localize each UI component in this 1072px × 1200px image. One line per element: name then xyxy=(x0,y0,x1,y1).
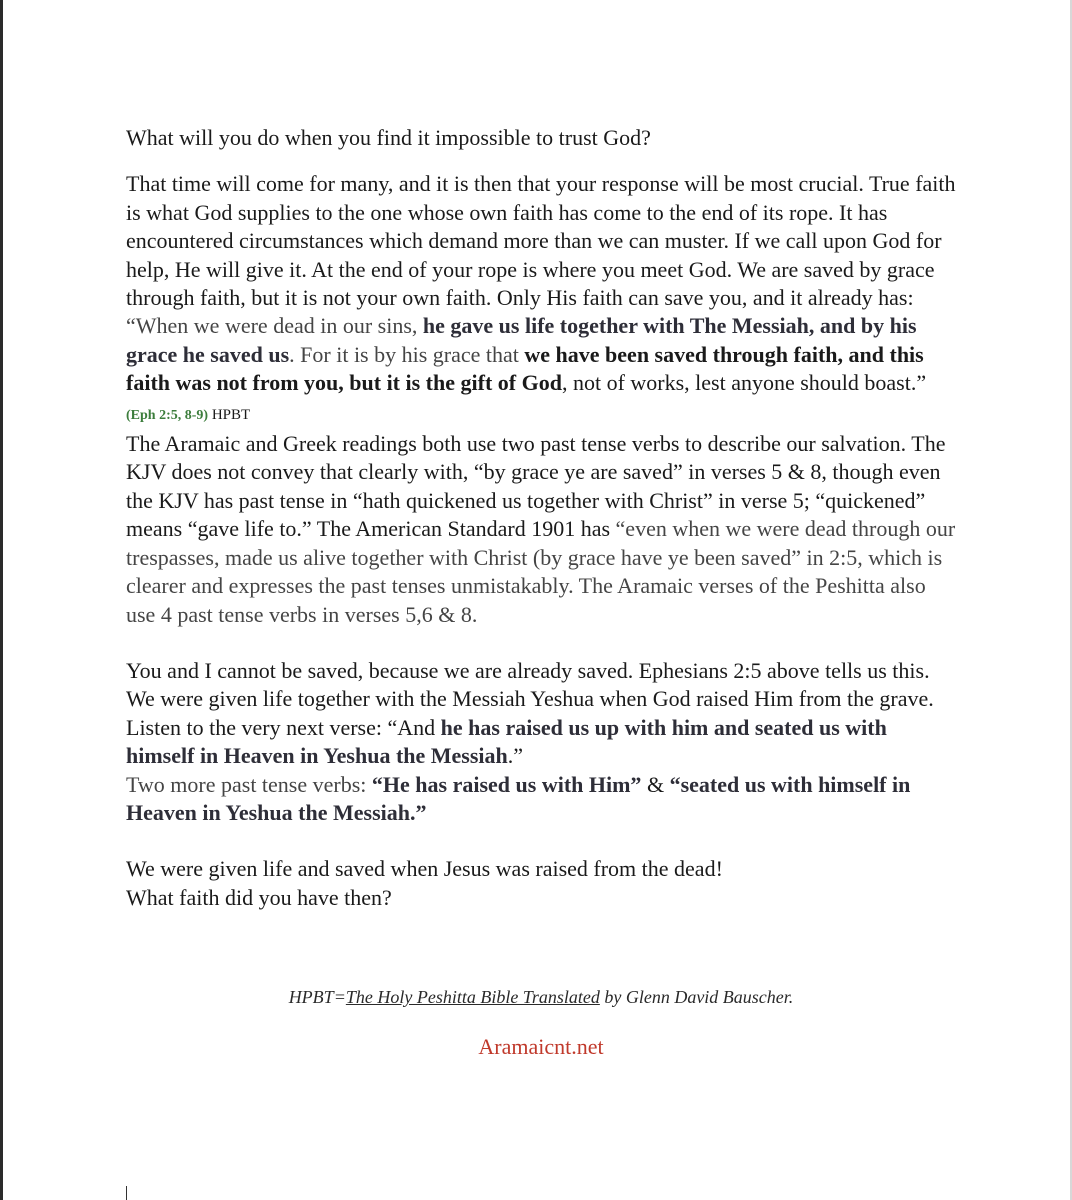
quote-bold-1: he gave us life together with The Messiah, and by his grace he saved us xyxy=(126,313,917,367)
saved-text-2: .” xyxy=(507,743,524,769)
page-left-border xyxy=(0,0,3,1200)
past-tense-verb-2: “seated us with himself in Heaven in Yeshua the Messiah.” xyxy=(126,771,911,825)
closing-line-1: We were given life and saved when Jesus was raised from the dead! xyxy=(126,856,723,882)
closing-line-2: What faith did you have then? xyxy=(126,884,392,910)
translation-credit xyxy=(126,987,956,1008)
quote-bold-2: we have been saved through faith, and this faith was not from you, but it is the gift of God xyxy=(126,341,924,396)
page-corner-mark xyxy=(126,1186,127,1200)
website-link[interactable]: Aramaicnt.net xyxy=(478,1034,604,1059)
quote-text-2: . For it is by his grace that xyxy=(289,341,525,367)
explanation-text: The Aramaic and Greek readings both use two past tense verbs to describe our salvation. The KJV does not convey that clearly with, “by grace ye are saved” in verses 5 & 8, though even the KJV has past tense in “hath quickened us together with Christ” in verse 5; “quickened” means “gave life to.” The American Standard 1901 has xyxy=(126,431,946,542)
saved-paragraph xyxy=(126,657,956,827)
bible-title-link[interactable]: The Holy Peshitta Bible Translated xyxy=(345,987,600,1007)
paragraph-spacer xyxy=(126,629,956,657)
quote-text-3: , not of works, lest anyone should boast.” xyxy=(561,370,927,396)
ampersand: & xyxy=(646,771,670,797)
translation-tag: HPBT xyxy=(208,406,251,423)
saved-text-1: You and I cannot be saved, because we are already saved. Ephesians 2:5 above tells us this. We were given life together with the Messiah Yeshua when God raised Him from the grave. Listen to the very next verse: “And xyxy=(126,657,934,740)
paragraph-spacer xyxy=(126,827,956,855)
saved-bold-1: he has raised us up with him and seated us with himself in Heaven in Yeshua the Messiah xyxy=(126,714,887,769)
opening-question: What will you do when you find it impossible to trust God? xyxy=(126,125,651,150)
past-tense-intro: Two more past tense verbs: xyxy=(126,771,372,797)
document-body xyxy=(126,124,956,912)
past-tense-verb-1: “He has raised us with Him” xyxy=(371,771,647,797)
asv-quote-text: “even when we were dead through our trespasses, made us alive together with Christ (by grace have ye been saved” in 2:5, which is clearer and expresses the past tenses unmistakably. The Aramaic verses of the Peshitta also use 4 past tense verbs in verses 5,6 & 8. xyxy=(126,516,956,627)
credit-suffix: by Glenn David Bauscher. xyxy=(599,987,794,1007)
quote-open-text: “When we were dead in our sins, xyxy=(126,313,423,339)
credit-prefix: HPBT= xyxy=(288,987,346,1007)
intro-text: That time will come for many, and it is then that your response will be most crucial. True faith is what God supplies to the one whose own faith has come to the end of its rope. It has encountered circumstances which demand more than we can muster. If we call upon God for help, He will give it. At the end of your rope is where you meet God. We are saved by grace through faith, but it is not your own faith. Only His faith can save you, and it already has: xyxy=(126,171,956,311)
closing-paragraph xyxy=(126,855,956,912)
intro-paragraph xyxy=(126,170,956,629)
scripture-reference: (Eph 2:5, 8-9) xyxy=(126,407,209,423)
